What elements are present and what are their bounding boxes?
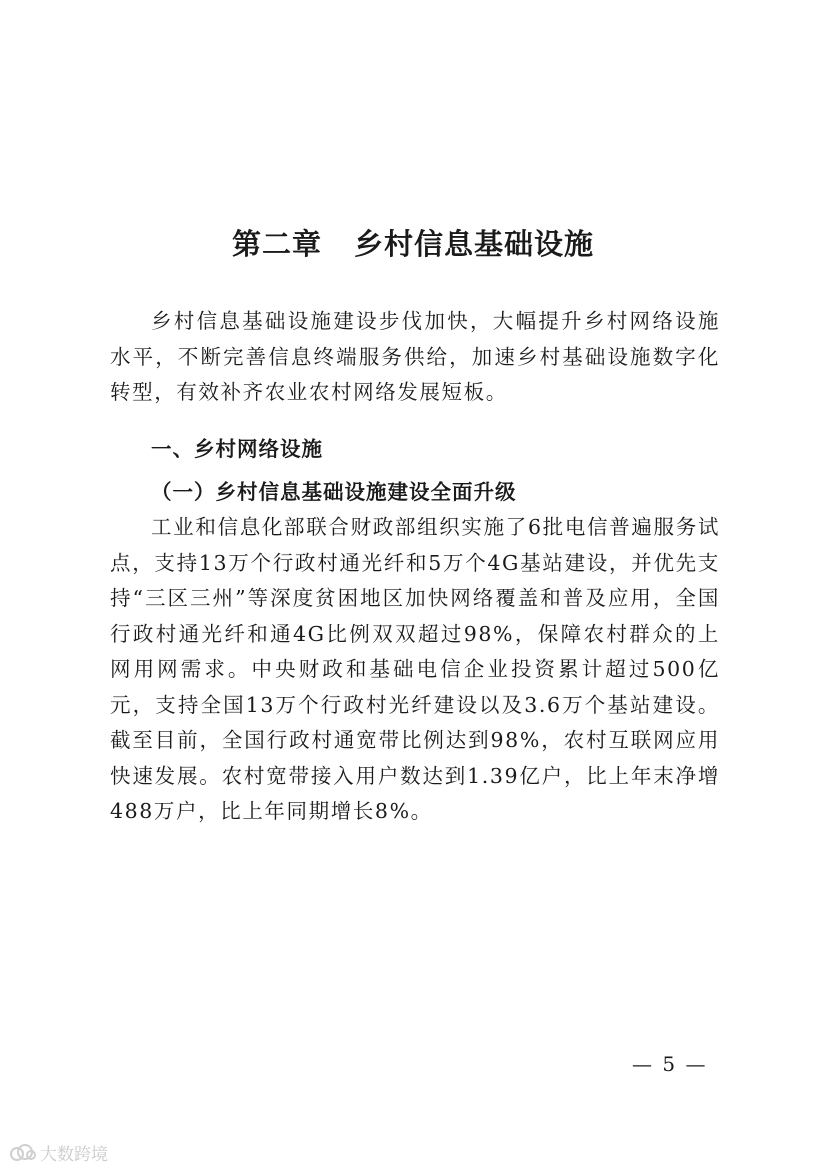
cloud-logo-icon: [8, 1143, 36, 1163]
body-paragraph: 工业和信息化部联合财政部组织实施了6批电信普遍服务试点，支持13万个行政村通光纤和5万个4G基站建设，并优先支持“三区三州”等深度贫困地区加快网络覆盖和普及应用，全国行政村通光纤和通4G比例双双超过98%，保障农村群众的上网用网需求。中央财政和基础电信企业投资累计超过500亿元，支持全国13万个行政村光纤建设以及3.6万个基站建设。截至目前，全国行政村通宽带比例达到98%，农村互联网应用快速发展。农村宽带接入用户数达到1.39亿户，比上年末净增488万户，比上年同期增长8%。: [110, 515, 720, 823]
intro-paragraph: 乡村信息基础设施建设步伐加快，大幅提升乡村网络设施水平，不断完善信息终端服务供给，加速乡村基础设施数字化转型，有效补齐农业农村网络发展短板。: [110, 309, 720, 404]
chapter-number-label: 第二章: [231, 227, 322, 261]
page-number: — 5 —: [632, 1052, 708, 1076]
watermark: [8, 1140, 108, 1165]
subsection-heading: （一）乡村信息基础设施建设全面升级: [151, 480, 517, 504]
chapter-title: [0, 222, 826, 263]
section-heading: 一、乡村网络设施: [151, 437, 323, 461]
watermark-text: 大数跨境: [40, 1145, 108, 1165]
chapter-title-text: 乡村信息基础设施: [354, 227, 595, 261]
